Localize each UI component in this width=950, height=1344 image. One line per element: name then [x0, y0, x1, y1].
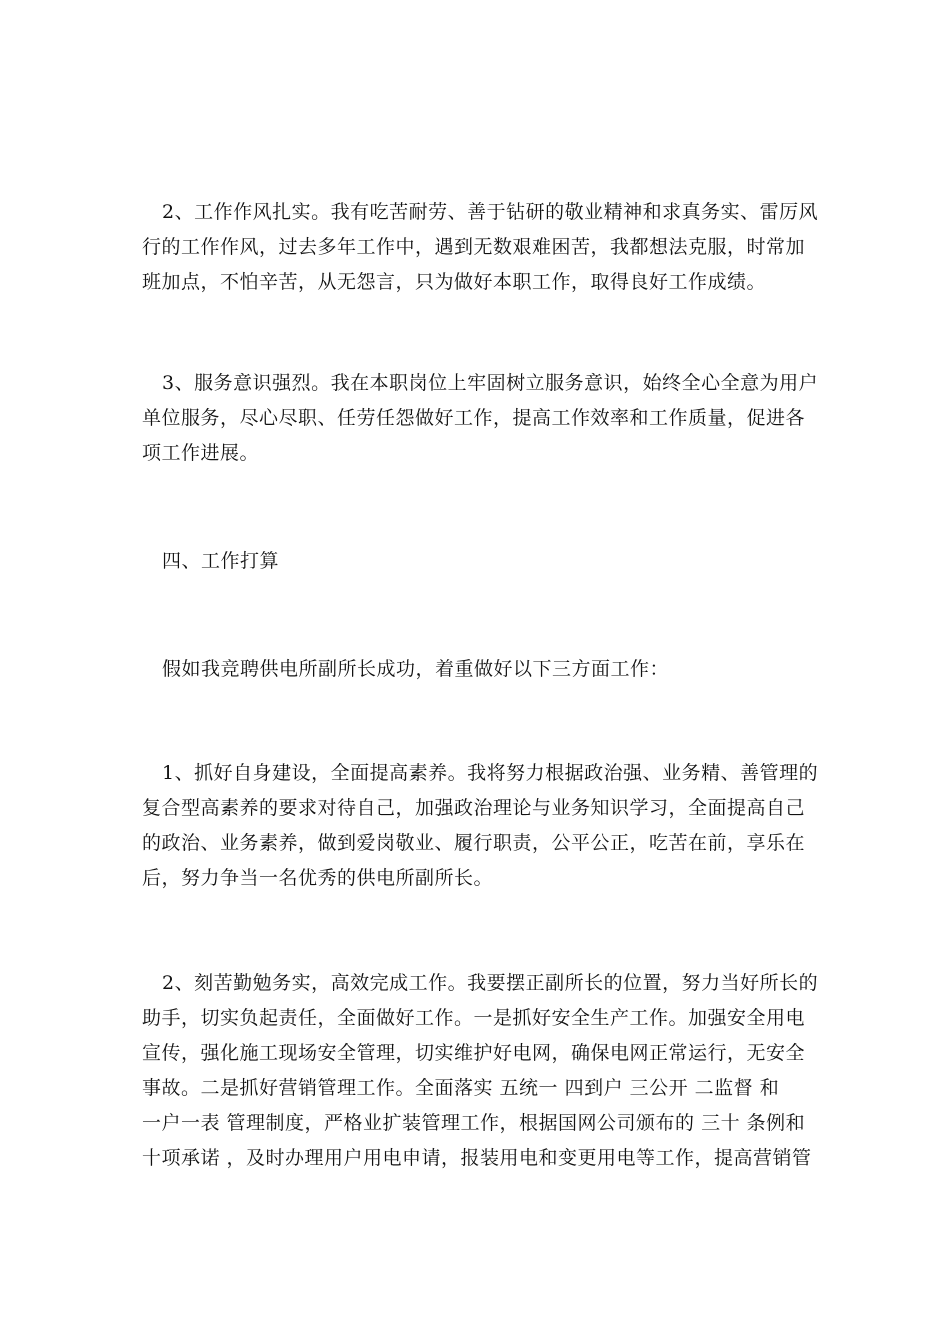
text-line: 宣传，强化施工现场安全管理，切实维护好电网，确保电网正常运行，无安全: [142, 1042, 806, 1064]
text-line: 后，努力争当一名优秀的供电所副所长。: [142, 867, 494, 889]
text-line: 2、刻苦勤勉务实，高效完成工作。我要摆正副所长的位置，努力当好所长的: [162, 972, 819, 994]
text-line: 十项承诺 ，及时办理用户用电申请，报装用电和变更用电等工作，提高营销管: [142, 1147, 812, 1169]
text-line: 事故。二是抓好营销管理工作。全面落实 五统一 四到户 三公开 二监督 和: [142, 1077, 780, 1099]
text-line: 单位服务，尽心尽职、任劳任怨做好工作，提高工作效率和工作质量，促进各: [142, 407, 806, 429]
paragraph-self-building: [142, 756, 819, 896]
paragraph-work-style: [142, 195, 819, 300]
paragraph-hard-work: [142, 966, 819, 1176]
text-line: 3、服务意识强烈。我在本职岗位上牢固树立服务意识，始终全心全意为用户: [162, 372, 819, 394]
text-line: 项工作进展。: [142, 442, 260, 464]
text-line: 2、工作作风扎实。我有吃苦耐劳、善于钻研的敬业精神和求真务实、雷厉风: [162, 201, 819, 223]
text-line: 班加点，不怕辛苦，从无怨言，只为做好本职工作，取得良好工作成绩。: [142, 271, 767, 293]
text-line: 1、抓好自身建设，全面提高素养。我将努力根据政治强、业务精、善管理的: [162, 762, 819, 784]
heading-text: 四、工作打算: [162, 550, 280, 572]
text-line: 助手，切实负起责任，全面做好工作。一是抓好安全生产工作。加强安全用电: [142, 1007, 806, 1029]
paragraph-intro: [142, 652, 810, 687]
paragraph-service-awareness: [142, 366, 819, 471]
text-line: 复合型高素养的要求对待自己，加强政治理论与业务知识学习，全面提高自己: [142, 797, 806, 819]
text-line: 假如我竞聘供电所副所长成功，着重做好以下三方面工作：: [162, 658, 670, 680]
text-line: 一户一表 管理制度，严格业扩装管理工作，根据国网公司颁布的 三十 条例和: [142, 1112, 806, 1134]
text-line: 行的工作作风，过去多年工作中，遇到无数艰难困苦，我都想法克服，时常加: [142, 236, 806, 258]
text-line: 的政治、业务素养，做到爱岗敬业、履行职责，公平公正，吃苦在前，享乐在: [142, 832, 806, 854]
section-heading: [142, 544, 810, 579]
